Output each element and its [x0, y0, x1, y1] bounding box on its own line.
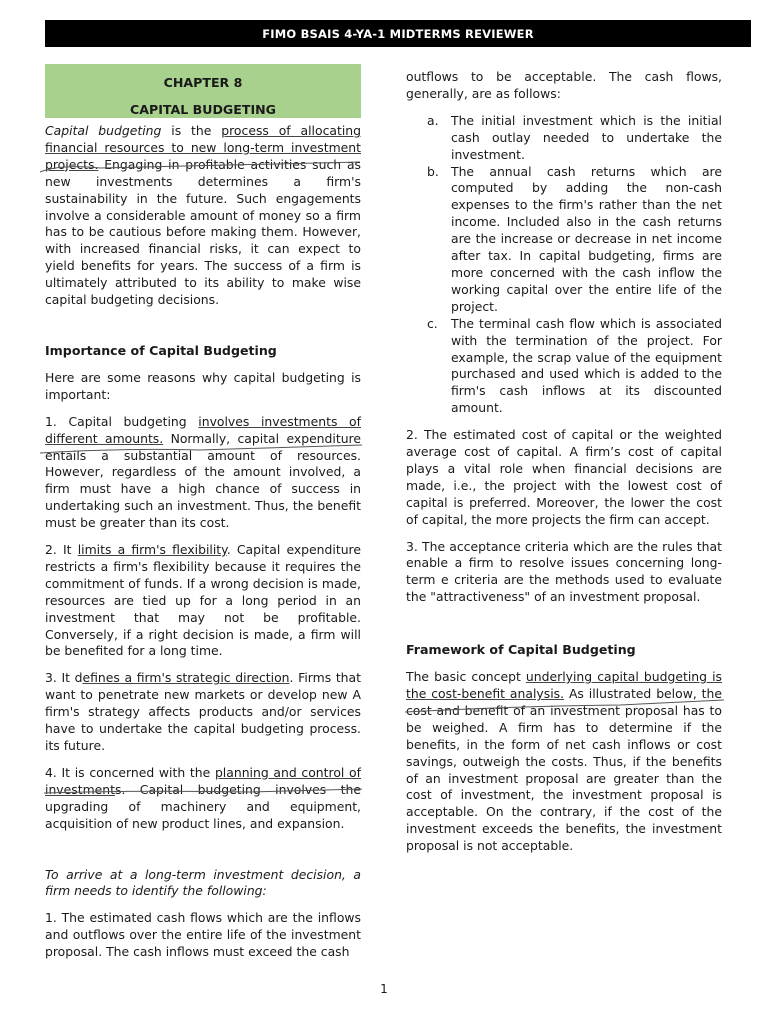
reason-4-pre: 4. It is concerned with the [45, 764, 215, 780]
reason-3 [45, 670, 361, 755]
reason-3-pre: 3. It d [45, 670, 83, 686]
document-header [45, 20, 751, 47]
reason-3-key: efines a firm's strategic direction [82, 670, 290, 686]
reason-1-pre: 1. Capital budgeting [45, 413, 199, 429]
decision-item-1-continued: outflows to be acceptable. The cash flows, generally, are as follows: [406, 69, 722, 101]
framework-post: As illustrated below, the cost and benefit of an investment proposal has to be weighed. A firm has to determine if the benefits, in the form of net cash inflows or cost savings, outweigh the costs. Thus, if the benefits of an investment proposal are greater than the cost of investment, the investment proposal is acceptable. On the contrary, if the cost of the investment exceeds the benefits, the investment proposal is not acceptable. [406, 686, 723, 854]
chapter-number: CHAPTER 8 [163, 75, 243, 90]
intro-paragraph [45, 123, 361, 309]
framework-paragraph [406, 669, 722, 855]
decision-item-1: 1. The estimated cash flows which are the inflows and outflows over the entire life of the investment proposal. The cash inflows must exceed the cash [45, 910, 361, 960]
list-text: The annual cash returns which are computed by adding the non-cash expenses to the firm's rather than the net income. Included also in the cash returns are the increase or decrease in net income after tax. In capital budgeting, firms are more concerned with the cash inflow the working capital over the entire life of the project. [451, 163, 722, 314]
page-number: 1 [380, 982, 388, 996]
header-title: FIMO BSAIS 4-YA-1 MIDTERMS REVIEWER [262, 26, 534, 41]
intro-rest: Engaging in profitable activities such as new investments determines a firm's sustainability in the future. Such engagements involve a considerable amount of money so a firm has to be cautious before making them. However, with increased financial risks, it can expect to yield benefits for years. The success of a firm is ultimately attributed to its ability to make wise capital budgeting decisions. [45, 156, 361, 308]
intro-is-the: is the [161, 123, 222, 138]
intro-definition: process of allocating financial resources to new long-term investment projects. [45, 123, 361, 172]
reason-2 [45, 542, 361, 660]
importance-heading: Importance of Capital Budgeting [45, 342, 277, 358]
reason-2-key: limits a firm's flexibility [77, 542, 227, 558]
right-column [406, 69, 722, 865]
reason-1-key: involves investments of different amounts. [45, 413, 361, 446]
reason-4 [45, 765, 361, 833]
chapter-title-box [45, 64, 361, 118]
list-text: The initial investment which is the initial cash outlay needed to undertake the investment. [451, 112, 722, 162]
intro-term: Capital budgeting [45, 123, 162, 138]
reason-1-post: Normally, capital expenditure entails a substantial amount of resources. However, regardless of the amount involved, a firm must have a high chance of success in undertaking such an investment. Thus, the benefit must be greater than its cost. [45, 430, 362, 531]
reason-4-key: planning and control of investment [45, 764, 361, 797]
list-marker: a. [427, 112, 439, 128]
list-marker: c. [427, 315, 438, 331]
decision-item-2: 2. The estimated cost of capital or the weighted average cost of capital. A firm’s cost of capital plays a vital role when financial decisions are made, i.e., the project with the lowest cost of capital is preferred. Moreover, the lower the cost of capital, the more projects the firm can accept. [406, 427, 722, 527]
decision-lead [45, 867, 361, 901]
reason-2-post: . Capital expenditure restricts a firm's flexibility because it requires the commitment of funds. If a wrong decision is made, resources are tied up for a long period in an investment that may not be profitable. Conversely, if a right decision is made, a firm will be benefited for a long time. [45, 542, 361, 659]
left-column [45, 64, 361, 971]
framework-key: underlying capital budgeting is the cost-benefit analysis. [406, 669, 723, 701]
importance-lead: Here are some reasons why capital budgeting is important: [45, 369, 361, 402]
decision-lead-text: To arrive at a long-term investment decision, a firm needs to identify the following: [45, 866, 361, 899]
list-marker: b. [427, 163, 439, 179]
list-item [406, 113, 722, 164]
decision-item-3: 3. The acceptance criteria which are the rules that enable a firm to resolve issues concerning long-term e criteria are the methods used to evaluate the "attractiveness" of an investment proposal. [406, 538, 722, 605]
chapter-title: CAPITAL BUDGETING [129, 102, 277, 117]
framework-heading: Framework of Capital Budgeting [406, 642, 636, 658]
reason-4-post: s. Capital budgeting involves the upgrading of machinery and equipment, acquisition of new product lines, and expansion. [45, 781, 361, 831]
reason-3-post: . Firms that want to penetrate new markets or develop new A firm's strategy affects products and/or services have to undertake the capital budgeting process. its future. [45, 670, 361, 753]
list-item [406, 164, 722, 316]
framework-pre: The basic concept [406, 669, 526, 685]
list-item [406, 316, 722, 417]
reason-2-pre: 2. It [45, 542, 78, 558]
reason-1 [45, 414, 361, 532]
cash-flow-list [406, 113, 722, 417]
list-text: The terminal cash flow which is associated with the termination of the project. For example, the scrap value of the equipment purchased and used which is added to the firm's cash inflows at its discounted amount. [451, 315, 722, 416]
